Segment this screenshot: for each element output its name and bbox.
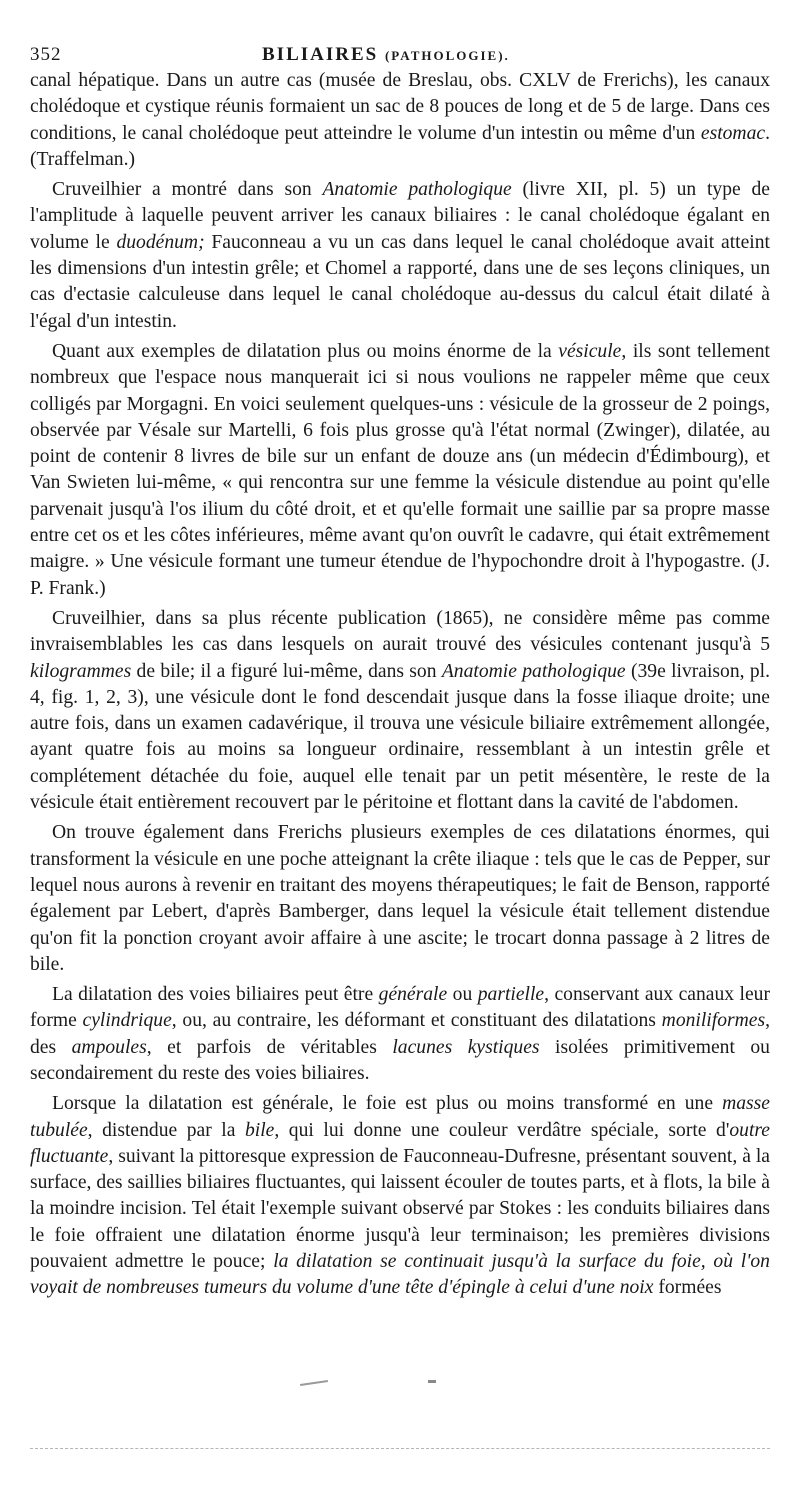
paragraph	[30, 68, 770, 173]
book-page	[30, 38, 770, 1302]
paragraph	[30, 820, 770, 978]
italic-text: estomac	[700, 122, 766, 144]
italic-text: moniliformes	[661, 1010, 766, 1032]
text-run: de bile; il a figuré lui-même, dans son	[131, 660, 442, 682]
italic-text: kilogrammes	[30, 660, 132, 682]
italic-text: cylindrique	[82, 1010, 172, 1032]
italic-text: lacunes kystiques	[392, 1036, 540, 1058]
text-run: Cruveilhier a montré dans son	[52, 179, 323, 201]
italic-text: vésicule	[558, 340, 622, 362]
paragraph	[30, 606, 770, 816]
text-run: , qui lui donne une couleur verdâtre spéciale, sorte d'	[274, 1119, 730, 1141]
text-run: ou	[447, 984, 478, 1006]
paragraph	[30, 982, 770, 1087]
running-head	[30, 38, 770, 68]
italic-text: ampoules	[71, 1036, 147, 1058]
italic-text: bile	[244, 1119, 275, 1141]
text-run: Cruveilhier, dans sa plus récente publication (1865), ne considère même pas comme invraisemblables les cas dans lesquels on aurait trouvé des vésicules contenant jusqu'à 5	[30, 607, 770, 656]
paragraph	[30, 1091, 770, 1301]
italic-text: duodénum;	[116, 231, 205, 253]
text-run: canal hépatique. Dans un autre cas (musée de Breslau, obs. CXLV de Frerichs), les canaux cholédoque et cystique réunis formaient un sac de 8 pouces de long et de 5 de large. Dans ces conditions, le canal cholédoque peut atteindre le volume d'un intestin ou même d'un	[30, 70, 770, 144]
paragraph	[30, 339, 770, 602]
paragraph	[30, 177, 770, 335]
print-smudge	[300, 1380, 328, 1386]
text-run: isolées primitivement ou secondairement du reste des voies biliaires.	[30, 1036, 770, 1084]
text-run: (39e livraison, pl. 4, fig. 1, 2, 3), une vésicule dont le fond descendait jusque dans la fosse iliaque droite; une autre fois, dans un examen cadavérique, il trouva une vésicule biliaire extrêmement allongée, ayant quatre fois au moins sa longueur ordinaire, ressemblant à un intestin grêle et complétement détachée du foie, auquel elle tenait par un petit mésentère, le reste de la vésicule était entièrement recouvert par le péritoine et flottant dans la cavité de l'abdomen.	[30, 660, 770, 814]
text-run: Lorsque la dilatation est générale, le foie est plus ou moins transformé en une	[52, 1093, 723, 1115]
running-title-sub: (PATHOLOGIE).	[384, 48, 510, 63]
italic-text: outre fluctuante	[30, 1119, 770, 1167]
print-smudge	[428, 1380, 436, 1383]
text-run: (livre XII, pl. 5) un type de l'amplitude à laquelle peuvent arriver les canaux biliaires : le canal cholédoque égalant en volume le	[30, 179, 770, 253]
running-title	[262, 44, 510, 66]
text-run: Fauconneau a vu un cas dans lequel le canal cholédoque avait atteint les dimensions d'un intestin grêle; et Chomel a rapporté, dans une de ses leçons cliniques, un cas d'ectasie calculeuse dans lequel le canal cholédoque au-dessus du calcul était dilaté à l'égal d'un intestin.	[30, 231, 770, 332]
running-title-main: BILIAIRES	[262, 44, 379, 65]
italic-text: Anatomie pathologique	[441, 660, 626, 682]
page-number: 352	[30, 44, 62, 65]
italic-text: masse tubulée	[30, 1093, 770, 1141]
text-run: , distendue par la	[87, 1119, 245, 1141]
italic-text: la dilatation se continuait jusqu'à la surface du foie, où l'on voyait de nombreuses tumeurs du volume d'une tête d'épingle à celui d'une noix	[30, 1251, 770, 1299]
text-run: , des	[30, 1010, 770, 1058]
text-run: formées	[653, 1277, 722, 1299]
italic-text: partielle	[477, 984, 545, 1006]
italic-text: générale	[378, 984, 448, 1006]
text-run: , et parfois de véritables	[146, 1036, 393, 1058]
text-run: La dilatation des voies biliaires peut être	[52, 984, 379, 1006]
text-run: , conservant aux canaux leur forme	[30, 984, 770, 1032]
text-run: , ou, au contraire, les déformant et constituant des dilatations	[171, 1010, 662, 1032]
text-run: , suivant la pittoresque expression de Fauconneau-Dufresne, présentant souvent, à la surface, des saillies biliaires fluctuantes, qui laissent écouler de toutes parts, et à flots, la bile à la moindre incision. Tel était l'exemple suivant observé par Stokes : les conduits biliaires dans le foie offraient une dilatation énorme jusqu'à leur terminaison; les premières divisions pouvaient admettre le pouce;	[30, 1145, 770, 1273]
text-run: On trouve également dans Frerichs plusieurs exemples de ces dilatations énormes, qui transforment la vésicule en une poche atteignant la crête iliaque : tels que le cas de Pepper, sur lequel nous aurons à revenir en traitant des moyens thérapeutiques; le fait de Benson, rapporté également par Lebert, d'après Bamberger, dans lequel la vésicule était tellement distendue qu'on fit la ponction croyant avoir affaire à une ascite; le trocart donna passage à 2 litres de bile.	[30, 822, 770, 975]
page-bottom-rule	[30, 1448, 770, 1451]
italic-text: Anatomie pathologique	[322, 179, 512, 201]
text-run: . (Traffelman.)	[30, 122, 770, 170]
text-run: , ils sont tellement nombreux que l'espace nous manquerait ici si nous voulions ne rappeler même que ceux colligés par Morgagni. En voici seulement quelques-uns : vésicule de la grosseur de 2 poings, observée par Vésale sur Martelli, 6 fois plus grosse qu'à l'état normal (Zwinger), dilatée, au point de contenir 8 livres de bile sur un enfant de douze ans (un médecin d'Édimbourg), et Van Swieten lui-même, « qui rencontra sur une femme la vésicule distendue au point qu'elle parvenait jusqu'à l'os ilium du côté droit, et et qu'elle formait une saillie par sa propre masse entre cet os et les côtes inférieures, même avant qu'on ouvrît le cadavre, qui était extrêmement maigre. » Une vésicule formant une tumeur étendue de l'hypochondre droit à l'hypogastre. (J. P. Frank.)	[30, 340, 771, 599]
body-text	[30, 68, 770, 1302]
text-run: Quant aux exemples de dilatation plus ou moins énorme de la	[52, 340, 559, 362]
